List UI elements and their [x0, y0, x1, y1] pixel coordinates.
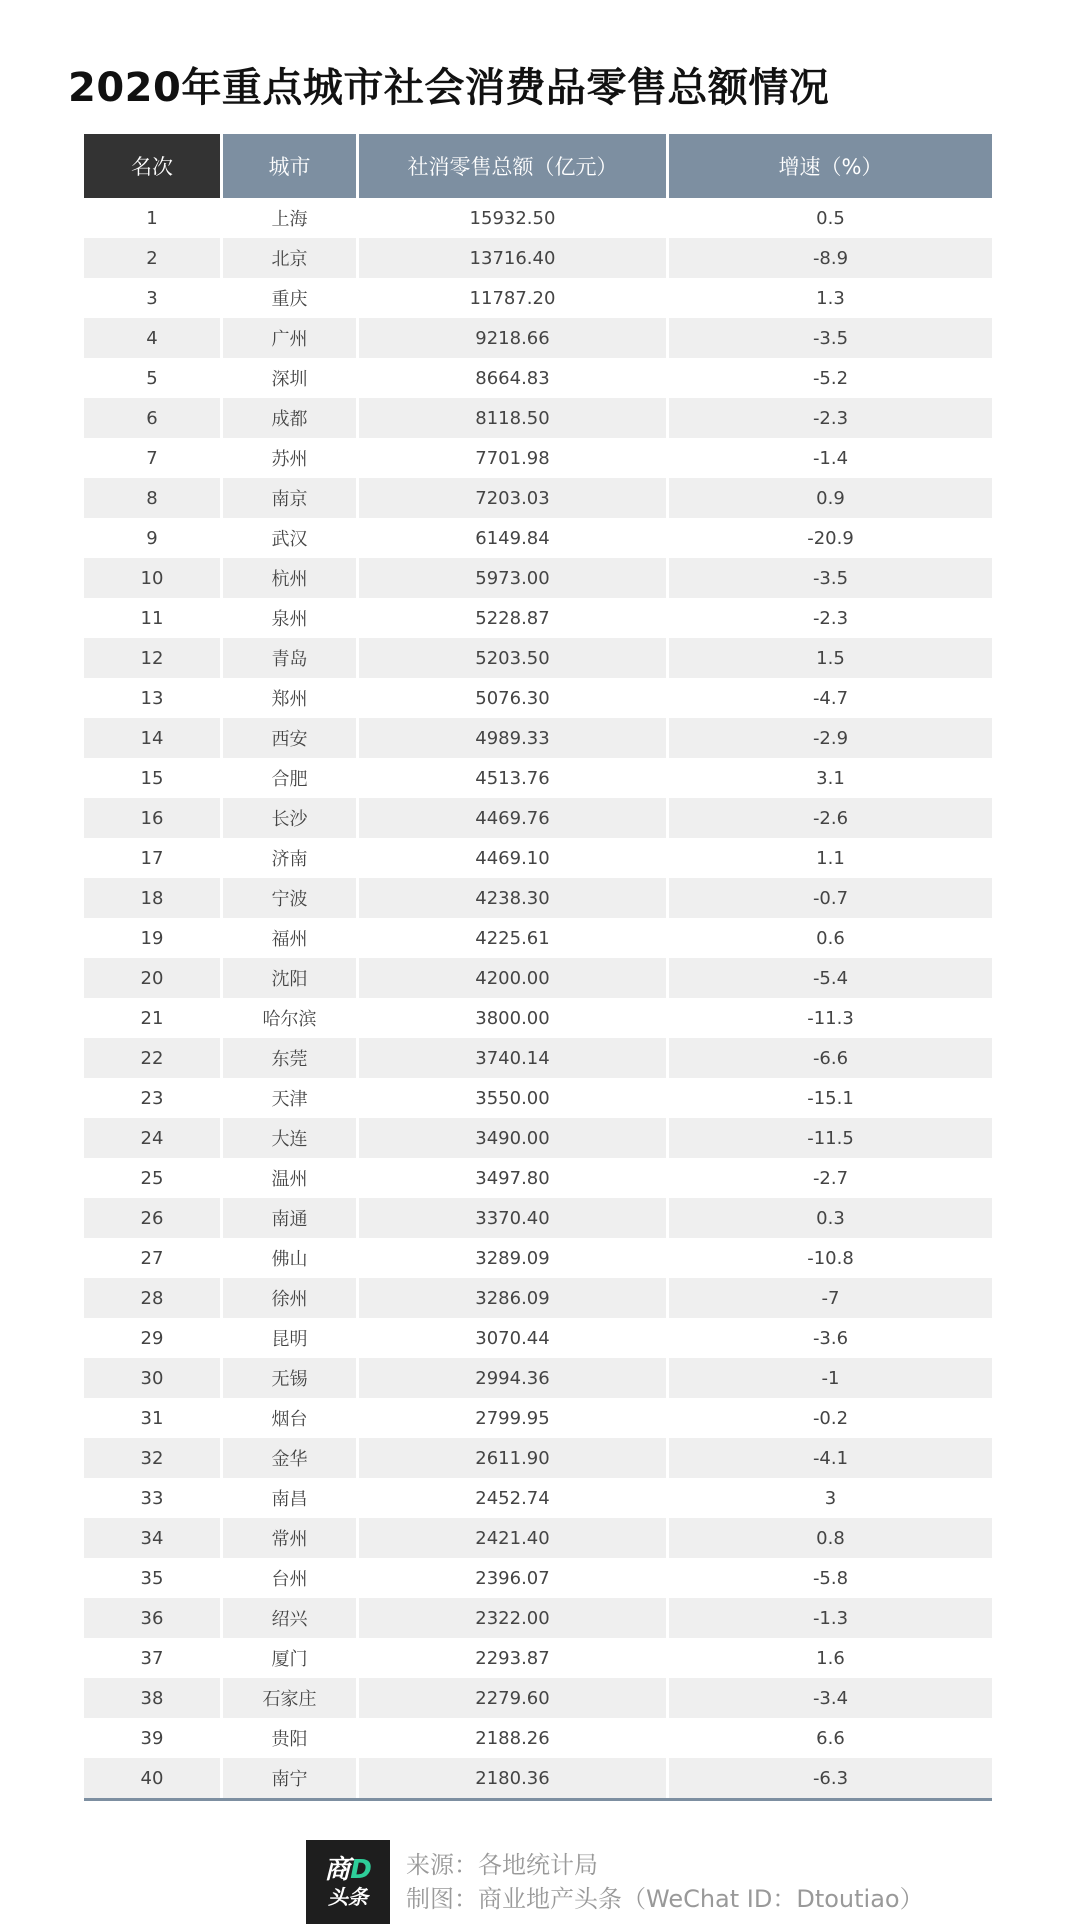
table-row — [84, 918, 992, 958]
source-text: 来源：各地统计局 — [406, 1851, 598, 1879]
cell-growth-rate: 0.6 — [666, 918, 992, 958]
cell-growth-rate: -2.6 — [666, 798, 992, 838]
cell-retail-sales: 3497.80 — [356, 1158, 666, 1198]
cell-rank: 14 — [84, 718, 220, 758]
table-row — [84, 1158, 992, 1198]
cell-rank: 6 — [84, 398, 220, 438]
cell-rank: 32 — [84, 1438, 220, 1478]
cell-retail-sales: 2188.26 — [356, 1718, 666, 1758]
cell-rank: 15 — [84, 758, 220, 798]
table-row — [84, 1758, 992, 1798]
table-row — [84, 878, 992, 918]
table-row — [84, 438, 992, 478]
cell-retail-sales: 4225.61 — [356, 918, 666, 958]
credit-text: 制图：商业地产头条（WeChat ID：Dtoutiao） — [406, 1885, 924, 1913]
table-bottom-rule — [84, 1798, 992, 1801]
table-row — [84, 518, 992, 558]
cell-city: 武汉 — [220, 518, 356, 558]
table-row — [84, 838, 992, 878]
cell-retail-sales: 2421.40 — [356, 1518, 666, 1558]
data-table — [84, 134, 992, 1801]
table-row — [84, 1318, 992, 1358]
cell-growth-rate: -11.3 — [666, 998, 992, 1038]
table-row — [84, 478, 992, 518]
cell-rank: 21 — [84, 998, 220, 1038]
cell-rank: 34 — [84, 1518, 220, 1558]
table-body — [84, 198, 992, 1798]
table-row — [84, 358, 992, 398]
cell-retail-sales: 8118.50 — [356, 398, 666, 438]
table-row — [84, 1398, 992, 1438]
cell-rank: 16 — [84, 798, 220, 838]
cell-retail-sales: 3550.00 — [356, 1078, 666, 1118]
cell-rank: 31 — [84, 1398, 220, 1438]
cell-growth-rate: -0.7 — [666, 878, 992, 918]
table-row — [84, 1198, 992, 1238]
cell-growth-rate: 6.6 — [666, 1718, 992, 1758]
cell-city: 泉州 — [220, 598, 356, 638]
cell-city: 西安 — [220, 718, 356, 758]
cell-city: 佛山 — [220, 1238, 356, 1278]
cell-city: 东莞 — [220, 1038, 356, 1078]
cell-rank: 22 — [84, 1038, 220, 1078]
cell-city: 合肥 — [220, 758, 356, 798]
cell-retail-sales: 15932.50 — [356, 198, 666, 238]
cell-retail-sales: 7701.98 — [356, 438, 666, 478]
table-row — [84, 798, 992, 838]
cell-growth-rate: 1.5 — [666, 638, 992, 678]
cell-city: 广州 — [220, 318, 356, 358]
cell-retail-sales: 6149.84 — [356, 518, 666, 558]
cell-retail-sales: 2279.60 — [356, 1678, 666, 1718]
table-row — [84, 1358, 992, 1398]
cell-city: 南通 — [220, 1198, 356, 1238]
brand-logo — [306, 1840, 390, 1924]
cell-growth-rate: -2.3 — [666, 598, 992, 638]
table-row — [84, 758, 992, 798]
table-row — [84, 1478, 992, 1518]
cell-retail-sales: 2799.95 — [356, 1398, 666, 1438]
cell-growth-rate: -5.4 — [666, 958, 992, 998]
cell-retail-sales: 2322.00 — [356, 1598, 666, 1638]
table-row — [84, 1278, 992, 1318]
cell-retail-sales: 8664.83 — [356, 358, 666, 398]
cell-growth-rate: 0.8 — [666, 1518, 992, 1558]
cell-retail-sales: 2180.36 — [356, 1758, 666, 1798]
cell-retail-sales: 13716.40 — [356, 238, 666, 278]
cell-rank: 18 — [84, 878, 220, 918]
cell-city: 南昌 — [220, 1478, 356, 1518]
cell-growth-rate: -6.3 — [666, 1758, 992, 1798]
cell-growth-rate: -15.1 — [666, 1078, 992, 1118]
cell-city: 金华 — [220, 1438, 356, 1478]
cell-retail-sales: 3070.44 — [356, 1318, 666, 1358]
cell-city: 贵阳 — [220, 1718, 356, 1758]
cell-growth-rate: 0.3 — [666, 1198, 992, 1238]
table-row — [84, 1038, 992, 1078]
cell-rank: 2 — [84, 238, 220, 278]
table-row — [84, 678, 992, 718]
cell-growth-rate: -3.4 — [666, 1678, 992, 1718]
cell-retail-sales: 4238.30 — [356, 878, 666, 918]
cell-rank: 40 — [84, 1758, 220, 1798]
cell-growth-rate: -11.5 — [666, 1118, 992, 1158]
cell-growth-rate: -7 — [666, 1278, 992, 1318]
cell-rank: 33 — [84, 1478, 220, 1518]
table-row — [84, 1678, 992, 1718]
cell-growth-rate: -2.3 — [666, 398, 992, 438]
cell-growth-rate: -3.5 — [666, 318, 992, 358]
cell-rank: 28 — [84, 1278, 220, 1318]
cell-city: 沈阳 — [220, 958, 356, 998]
cell-retail-sales: 5228.87 — [356, 598, 666, 638]
footer — [306, 1840, 924, 1924]
table-row — [84, 1718, 992, 1758]
cell-rank: 27 — [84, 1238, 220, 1278]
cell-retail-sales: 3289.09 — [356, 1238, 666, 1278]
cell-growth-rate: -3.6 — [666, 1318, 992, 1358]
cell-city: 徐州 — [220, 1278, 356, 1318]
table-row — [84, 718, 992, 758]
cell-retail-sales: 4469.76 — [356, 798, 666, 838]
cell-growth-rate: -2.9 — [666, 718, 992, 758]
cell-growth-rate: -20.9 — [666, 518, 992, 558]
logo-bottom-text: 头条 — [328, 1885, 368, 1909]
header-retail-sales: 社消零售总额（亿元） — [356, 134, 666, 198]
cell-retail-sales: 2611.90 — [356, 1438, 666, 1478]
table-row — [84, 998, 992, 1038]
cell-growth-rate: -10.8 — [666, 1238, 992, 1278]
header-growth-rate: 增速（%） — [666, 134, 992, 198]
table-row — [84, 198, 992, 238]
cell-city: 温州 — [220, 1158, 356, 1198]
cell-city: 南京 — [220, 478, 356, 518]
cell-growth-rate: 3.1 — [666, 758, 992, 798]
cell-growth-rate: -4.1 — [666, 1438, 992, 1478]
cell-city: 无锡 — [220, 1358, 356, 1398]
header-city: 城市 — [220, 134, 356, 198]
cell-rank: 3 — [84, 278, 220, 318]
cell-rank: 5 — [84, 358, 220, 398]
cell-city: 杭州 — [220, 558, 356, 598]
table-row — [84, 558, 992, 598]
cell-rank: 35 — [84, 1558, 220, 1598]
cell-city: 长沙 — [220, 798, 356, 838]
cell-rank: 17 — [84, 838, 220, 878]
table-row — [84, 1518, 992, 1558]
cell-city: 苏州 — [220, 438, 356, 478]
table-header-row — [84, 134, 992, 198]
cell-city: 石家庄 — [220, 1678, 356, 1718]
cell-rank: 10 — [84, 558, 220, 598]
cell-city: 绍兴 — [220, 1598, 356, 1638]
cell-retail-sales: 5973.00 — [356, 558, 666, 598]
cell-rank: 12 — [84, 638, 220, 678]
cell-retail-sales: 3800.00 — [356, 998, 666, 1038]
cell-retail-sales: 9218.66 — [356, 318, 666, 358]
cell-rank: 36 — [84, 1598, 220, 1638]
credits — [406, 1848, 924, 1916]
cell-rank: 30 — [84, 1358, 220, 1398]
cell-city: 青岛 — [220, 638, 356, 678]
cell-growth-rate: -1 — [666, 1358, 992, 1398]
cell-growth-rate: -3.5 — [666, 558, 992, 598]
cell-city: 宁波 — [220, 878, 356, 918]
cell-retail-sales: 5203.50 — [356, 638, 666, 678]
table-row — [84, 1558, 992, 1598]
cell-rank: 29 — [84, 1318, 220, 1358]
cell-rank: 4 — [84, 318, 220, 358]
cell-rank: 19 — [84, 918, 220, 958]
table-row — [84, 238, 992, 278]
table-row — [84, 1598, 992, 1638]
cell-rank: 39 — [84, 1718, 220, 1758]
logo-top-text: 商D — [324, 1855, 372, 1885]
cell-retail-sales: 4513.76 — [356, 758, 666, 798]
cell-growth-rate: 1.1 — [666, 838, 992, 878]
cell-city: 成都 — [220, 398, 356, 438]
cell-rank: 8 — [84, 478, 220, 518]
cell-retail-sales: 3370.40 — [356, 1198, 666, 1238]
cell-rank: 11 — [84, 598, 220, 638]
cell-city: 台州 — [220, 1558, 356, 1598]
table-row — [84, 1118, 992, 1158]
page-title: 2020年重点城市社会消费品零售总额情况 — [68, 65, 830, 111]
cell-growth-rate: -0.2 — [666, 1398, 992, 1438]
cell-growth-rate: 1.3 — [666, 278, 992, 318]
header-rank: 名次 — [84, 134, 220, 198]
cell-rank: 38 — [84, 1678, 220, 1718]
cell-retail-sales: 2994.36 — [356, 1358, 666, 1398]
cell-city: 大连 — [220, 1118, 356, 1158]
cell-retail-sales: 3740.14 — [356, 1038, 666, 1078]
cell-growth-rate: 1.6 — [666, 1638, 992, 1678]
cell-rank: 23 — [84, 1078, 220, 1118]
cell-city: 昆明 — [220, 1318, 356, 1358]
table-row — [84, 278, 992, 318]
table-row — [84, 398, 992, 438]
cell-growth-rate: 3 — [666, 1478, 992, 1518]
cell-city: 哈尔滨 — [220, 998, 356, 1038]
cell-retail-sales: 3286.09 — [356, 1278, 666, 1318]
cell-rank: 24 — [84, 1118, 220, 1158]
cell-city: 北京 — [220, 238, 356, 278]
cell-rank: 13 — [84, 678, 220, 718]
cell-retail-sales: 5076.30 — [356, 678, 666, 718]
cell-city: 天津 — [220, 1078, 356, 1118]
cell-retail-sales: 7203.03 — [356, 478, 666, 518]
cell-rank: 20 — [84, 958, 220, 998]
cell-city: 深圳 — [220, 358, 356, 398]
cell-retail-sales: 4469.10 — [356, 838, 666, 878]
cell-growth-rate: -4.7 — [666, 678, 992, 718]
cell-retail-sales: 4989.33 — [356, 718, 666, 758]
table-row — [84, 1078, 992, 1118]
cell-retail-sales: 2452.74 — [356, 1478, 666, 1518]
cell-growth-rate: -5.8 — [666, 1558, 992, 1598]
cell-rank: 1 — [84, 198, 220, 238]
cell-retail-sales: 3490.00 — [356, 1118, 666, 1158]
cell-retail-sales: 4200.00 — [356, 958, 666, 998]
cell-city: 烟台 — [220, 1398, 356, 1438]
table-row — [84, 318, 992, 358]
table-row — [84, 1638, 992, 1678]
cell-city: 重庆 — [220, 278, 356, 318]
cell-rank: 25 — [84, 1158, 220, 1198]
cell-city: 郑州 — [220, 678, 356, 718]
cell-growth-rate: -8.9 — [666, 238, 992, 278]
cell-city: 常州 — [220, 1518, 356, 1558]
cell-city: 厦门 — [220, 1638, 356, 1678]
table-row — [84, 598, 992, 638]
cell-city: 济南 — [220, 838, 356, 878]
cell-growth-rate: 0.9 — [666, 478, 992, 518]
cell-growth-rate: -2.7 — [666, 1158, 992, 1198]
cell-growth-rate: 0.5 — [666, 198, 992, 238]
cell-growth-rate: -1.3 — [666, 1598, 992, 1638]
table-row — [84, 1238, 992, 1278]
table-row — [84, 1438, 992, 1478]
cell-growth-rate: -6.6 — [666, 1038, 992, 1078]
cell-city: 上海 — [220, 198, 356, 238]
cell-city: 福州 — [220, 918, 356, 958]
cell-rank: 7 — [84, 438, 220, 478]
cell-growth-rate: -1.4 — [666, 438, 992, 478]
cell-rank: 37 — [84, 1638, 220, 1678]
cell-city: 南宁 — [220, 1758, 356, 1798]
table-row — [84, 958, 992, 998]
cell-retail-sales: 2293.87 — [356, 1638, 666, 1678]
cell-retail-sales: 11787.20 — [356, 278, 666, 318]
cell-rank: 26 — [84, 1198, 220, 1238]
cell-rank: 9 — [84, 518, 220, 558]
cell-retail-sales: 2396.07 — [356, 1558, 666, 1598]
table-row — [84, 638, 992, 678]
cell-growth-rate: -5.2 — [666, 358, 992, 398]
